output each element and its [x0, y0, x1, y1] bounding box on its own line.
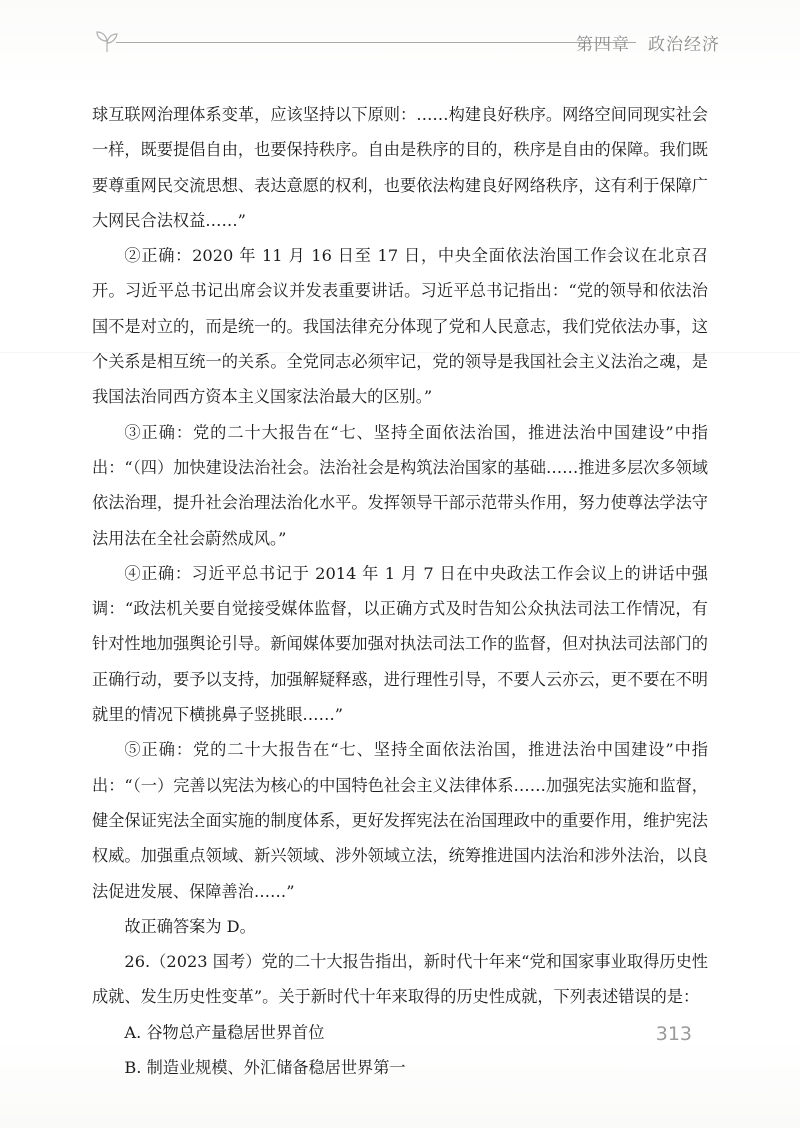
- paragraph-point-4: ④正确：习近平总书记于 2014 年 1 月 7 日在中央政法工作会议上的讲话中强调：“政法机关要自觉接受媒体监督，以正确方式及时告知公众执法司法工作情况，有针对性地加强舆论引导。新闻媒体要加强对执法司法工作的监督，但对执法司法部门的正确行动，要予以支持，加强解疑释惑，进行理性引导，不要人云亦云，更不要在不明就里的情况下横挑鼻子竖挑眼……”: [92, 563, 708, 725]
- option-a: A. 谷物总产量稳居世界首位: [124, 1022, 325, 1042]
- paragraph-continuation: 球互联网治理体系变革，应该坚持以下原则：……构建良好秩序。网络空间同现实社会一样，既要提倡自由，也要保持秩序。自由是秩序的目的，秩序是自由的保障。我们既要尊重网民交流思想、表达意愿的权利，也要依法构建良好网络秩序，这有利于保障广大网民合法权益……”: [92, 105, 708, 230]
- paragraph-point-5: ⑤正确：党的二十大报告在“七、坚持全面依法治国，推进法治中国建设”中指出：“（一）完善以宪法为核心的中国特色社会主义法律体系……加强宪法实施和监督，健全保证宪法全面实施的制度体系，更好发挥宪法在治国理政中的重要作用，维护宪法权威。加强重点领域、新兴领域、涉外领域立法，统筹推进国内法治和涉外法治，以良法促进发展、保障善治……”: [92, 740, 708, 901]
- page-number: 313: [655, 1023, 692, 1045]
- body-text: [92, 97, 708, 1085]
- question-26: 26.（2023 国考）党的二十大报告指出，新时代十年来“党和国家事业取得历史性成就、发生历史性变革”。关于新时代十年来取得的历史性成就，下列表述错误的是：: [92, 952, 708, 1007]
- answer-line: 故正确答案为 D。: [124, 916, 256, 936]
- paragraph-point-2: ②正确：2020 年 11 月 16 日至 17 日，中央全面依法治国工作会议在北京召开。习近平总书记出席会议并发表重要讲话。习近平总书记指出：“党的领导和依法治国不是对立的，而是统一的。我国法律充分体现了党和人民意志，我们党依法办事，这个关系是相互统一的关系。全党同志必须牢记，党的领导是我国社会主义法治之魂，是我国法治同西方资本主义国家法治最大的区别。”: [92, 246, 708, 407]
- paragraph-point-3: ③正确：党的二十大报告在“七、坚持全面依法治国，推进法治中国建设”中指出：“（四）加快建设法治社会。法治社会是构筑法治国家的基础……推进多层次多领域依法治理，提升社会治理法治化水平。发挥领导干部示范带头作用，努力使尊法学法守法用法在全社会蔚然成风。”: [92, 422, 708, 548]
- running-header: [80, 28, 720, 62]
- sprout-icon: [94, 28, 120, 54]
- chapter-title: 第四章 政治经济: [576, 35, 720, 55]
- option-b: B. 制造业规模、外汇储备稳居世界第一: [124, 1058, 406, 1078]
- header-rule: [116, 42, 636, 43]
